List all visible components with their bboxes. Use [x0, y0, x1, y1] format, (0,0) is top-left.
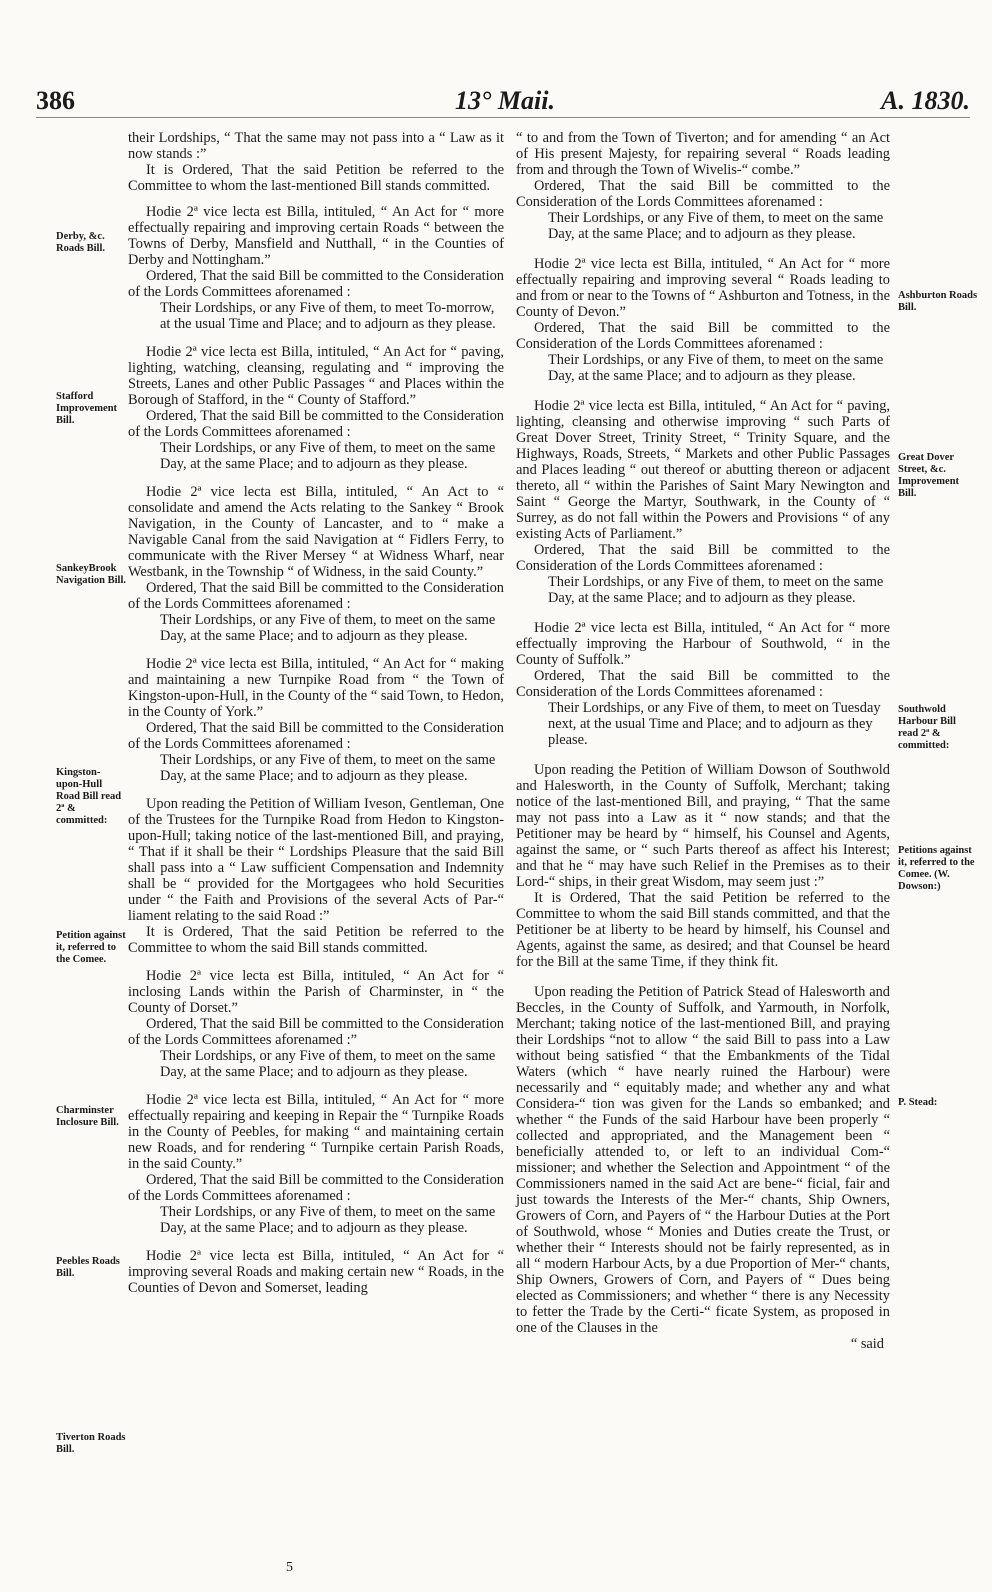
margin-note: Stafford Improvement Bill. [56, 391, 118, 426]
entry-text: It is Ordered, That the said Petition be referred to the Committee to whom the said Bill stands committed. [128, 924, 504, 956]
entry-text: Ordered, That the said Bill be committed to the Consideration of the Lords Committees aforenamed : [128, 580, 504, 612]
entry-text: Their Lordships, or any Five of them, to meet To-morrow, at the usual Time and Place; and to adjourn as they please. [160, 300, 496, 332]
entry-text: It is Ordered, That the said Petition be referred to the Committee to whom the last-mentioned Bill stands committed. [128, 162, 504, 194]
entry-text: Ordered, That the said Bill be committed to the Consideration of the Lords Committees aforenamed :” [128, 1016, 504, 1048]
entry-text: Hodie 2ª vice lecta est Billa, intituled, “ An Act for “ more effectually repairing and improving several “ Roads leading to and from or near to the Towns of “ Ashburton and Totness, in the County of Devon.” [516, 256, 890, 320]
entry-text: Ordered, That the said Bill be committed to the Consideration of the Lords Committees aforenamed : [128, 268, 504, 300]
page-year: A. 1830. [881, 86, 970, 115]
entry-text: “ to and from the Town of Tiverton; and for amending “ an Act of His present Majesty, for repairing several “ Roads leading from and through the Town of Wivelis-“ combe.” [516, 130, 890, 178]
entry-text: Ordered, That the said Bill be committed to the Consideration of the Lords Committees aforenamed : [128, 1172, 504, 1204]
entry-text: their Lordships, “ That the same may not pass into a “ Law as it now stands :” [128, 130, 504, 162]
entry-text: Hodie 2ª vice lecta est Billa, intituled, “ An Act for “ paving, lighting, watching, cleansing, regulating and “ improving the Streets, Lanes and other Public Passages “ and Places within the Borough of Stafford, in the “ County of Stafford.” [128, 344, 504, 408]
entry-text: Ordered, That the said Bill be committed to the Consideration of the Lords Committees aforenamed : [516, 542, 890, 574]
page-number: 386 [36, 86, 75, 115]
entry-text: Their Lordships, or any Five of them, to meet on the same Day, at the same Place; and to adjourn as they please. [160, 612, 496, 644]
margin-note: SankeyBrook Navigation Bill. [56, 563, 127, 586]
entry-text: Their Lordships, or any Five of them, to meet on the same Day, at the same Place; and to adjourn as they please. [160, 752, 496, 784]
entry-text: Their Lordships, or any Five of them, to meet on the same Day, at the same Place; and to adjourn as they please. [548, 574, 884, 606]
page-date: 13° Maii. [455, 86, 555, 115]
entry-text: Ordered, That the said Bill be committed to the Consideration of the Lords Committees aforenamed : [516, 320, 890, 352]
entry-text: Their Lordships, or any Five of them, to meet on the same Day, at the same Place; and to adjourn as they please. [160, 1204, 496, 1236]
entry-peebles-bill [128, 1092, 504, 1236]
entry-text: Hodie 2ª vice lecta est Billa, intituled, “ An Act for “ more effectually repairing and improving certain Roads “ between the Towns of Derby, Mansfield and Nutthall, “ in the Counties of Derby and Nottingham.” [128, 204, 504, 268]
entry-text: Their Lordships, or any Five of them, to meet on the same Day, at the same Place; and to adjourn as they please. [160, 1048, 496, 1080]
entry-text: Hodie 2ª vice lecta est Billa, intituled, “ An Act for “ making and maintaining a new Turnpike Road from “ the Town of Kingston-upon-Hull, in the County of the “ said Town, to Hedon, in the County of York.” [128, 656, 504, 720]
entry-sankey-bill [128, 484, 504, 644]
entry-tiverton-bill [128, 1248, 504, 1296]
margin-note: Ashburton Roads Bill. [898, 290, 978, 313]
entry-continuation [128, 130, 504, 194]
margin-note: Tiverton Roads Bill. [56, 1432, 126, 1455]
entry-stafford-bill [128, 344, 504, 472]
right-column [516, 130, 890, 1360]
entry-southwold-bill [516, 620, 890, 748]
entry-stead-petition [516, 984, 890, 1352]
entry-text: Their Lordships, or any Five of them, to meet on the same Day, at the same Place; and to adjourn as they please. [548, 352, 884, 384]
entry-great-dover-bill [516, 398, 890, 606]
margin-note: Charminster Inclosure Bill. [56, 1105, 119, 1128]
header-rule [36, 117, 970, 118]
entry-iveson-petition [128, 796, 504, 956]
entry-text: Hodie 2ª vice lecta est Billa, intituled, “ An Act to “ consolidate and amend the Acts relating to the Sankey “ Brook Navigation, in the County of Lancaster, and to “ make a Navigable Canal from the said Navigation at “ Fidlers Ferry, to communicate with the River Mersey “ at Widness Wharf, near Westbank, in the Township “ of Widness, in the said County.” [128, 484, 504, 580]
entry-ashburton-bill [516, 256, 890, 384]
entry-text: It is Ordered, That the said Petition be referred to the Committee to whom the said Bill stands committed, and that the Petitioner be at liberty to be heard by himself, his Counsel and Agents, against the same, as desired; and that Counsel be heard for the Bill at the same Time, if they think fit. [516, 890, 890, 970]
margin-note: Peebles Roads Bill. [56, 1256, 120, 1279]
entry-dowson-petition [516, 762, 890, 970]
entry-text: Their Lordships, or any Five of them, to meet on Tuesday next, at the usual Time and Place; and to adjourn as they please. [548, 700, 881, 748]
entry-charminster-bill [128, 968, 504, 1080]
entry-tiverton-continued [516, 130, 890, 242]
entry-text: Ordered, That the said Bill be committed to the Consideration of the Lords Committees aforenamed : [516, 178, 890, 210]
entry-text: Hodie 2ª vice lecta est Billa, intituled, “ An Act for “ more effectually improving the Harbour of Southwold, “ in the County of Suffolk.” [516, 620, 890, 668]
margin-note: Great Dover Street, &c. Improvement Bill. [898, 452, 960, 499]
margin-note: Southwold Harbour Bill read 2ª & committed: [898, 704, 956, 751]
left-column [128, 130, 504, 1304]
entry-text: Ordered, That the said Bill be committed to the Consideration of the Lords Committees aforenamed : [516, 668, 890, 700]
margin-note: Kingston-upon-Hull Road Bill read 2ª & committed: [56, 767, 122, 826]
entry-text: Their Lordships, or any Five of them, to meet on the same Day, at the same Place; and to adjourn as they please. [548, 210, 884, 242]
entry-text: Upon reading the Petition of William Dowson of Southwold and Halesworth, in the County of Suffolk, Merchant; taking notice of the last-mentioned Bill, and praying, “ That the same may not pass into a Law as it “ now stands; and that the Petitioner may be heard by “ himself, his Counsel and Agents, against the same, or “ such Parts thereof as affect his Interest; and that he “ may have such Relief in the Premises as to their Lord-“ ships, in their great Wisdom, may seem just :” [516, 762, 890, 890]
entry-text: Their Lordships, or any Five of them, to meet on the same Day, at the same Place; and to adjourn as they please. [160, 440, 496, 472]
catchword: “ said [850, 1336, 884, 1352]
entry-kingston-bill [128, 656, 504, 784]
entry-text: Ordered, That the said Bill be committed to the Consideration of the Lords Committees aforenamed : [128, 720, 504, 752]
entry-text: Hodie 2ª vice lecta est Billa, intituled, “ An Act for “ paving, lighting, cleansing and otherwise improving “ such Parts of Great Dover Street, Trinity Street, “ Trinity Square, and the Highways, Roads, Streets, “ Markets and other Public Passages and Places leading “ out thereof or abutting thereon or adjacent thereto, all “ within the Parishes of Saint Mary Newington and Saint “ George the Martyr, Southwark, in the County of “ Surrey, as do not fall within the Powers and Provisions “ of any existing Acts of Parliament.” [516, 398, 890, 542]
entry-text: Hodie 2ª vice lecta est Billa, intituled, “ An Act for “ improving several Roads and making certain new “ Roads, in the Counties of Devon and Somerset, leading [128, 1248, 504, 1296]
entry-text: Upon reading the Petition of Patrick Stead of Halesworth and Beccles, in the County of Suffolk, and Yarmouth, in Norfolk, Merchant; taking notice of the last-mentioned Bill, and praying their Lordships “not to allow “ the said Bill to pass into a Law without being satisfied “ that the Embankments of the Tidal Waters (which “ have nearly ruined the Harbour) were necessarily and “ equitably made; and whether any and what Considera-“ tion was given for the Lands so embanked; and whether “ the Funds of the said Harbour have been properly “ collected and appropriated, and the Management been “ beneficially attended to, or left to an individual Com-“ missioner; and whether the Selection and Appointment “ of the Commissioners named in the said Act are bene-“ ficial, fair and just towards the Interests of the Mer-“ chants, Ship Owners, Growers of Corn, and Payers of “ the Harbour Duties at the Port of Southwold, whose “ Monies and Duties create the Trust, or whether their “ Interests should not be fairly represented, as in all “ modern Harbour Acts, by a due Proportion of Mer-“ chants, Ship Owners, Growers of Corn, and Payers of “ Dues being elected as Commissioners; and whether “ there is any Necessity to fetter the Trade by the Certi-“ ficate System, as proposed in one of the Clauses in the [516, 984, 890, 1336]
margin-note: Petitions against it, referred to the Comee. (W. Dowson:) [898, 845, 975, 892]
entry-derby-bill [128, 204, 504, 332]
margin-note: P. Stead: [898, 1097, 938, 1108]
signature-mark: 5 [286, 1560, 293, 1575]
entry-text: Upon reading the Petition of William Iveson, Gentleman, One of the Trustees for the Turnpike Road from Hedon to Kingston-upon-Hull; taking notice of the last-mentioned Bill, and praying, “ That if it shall be their “ Lordships Pleasure that the said Bill shall pass into a “ Law sufficient Compensation and Indemnity shall be “ provided for the Mortgagees who hold Securities under “ the Faith and Provisions of the several Acts of Par-“ liament relating to the said Road :” [128, 796, 504, 924]
margin-note: Petition against it, referred to the Comee. [56, 930, 126, 965]
entry-text: Hodie 2ª vice lecta est Billa, intituled, “ An Act for “ more effectually repairing and keeping in Repair the “ Turnpike Roads in the County of Peebles, for making “ and maintaining certain new Roads, and for rendering “ Turnpike certain Parish Roads, in the said County.” [128, 1092, 504, 1172]
margin-note: Derby, &c. Roads Bill. [56, 231, 106, 254]
entry-text: Hodie 2ª vice lecta est Billa, intituled, “ An Act for “ inclosing Lands within the Parish of Charminster, in “ the County of Dorset.” [128, 968, 504, 1016]
entry-text: Ordered, That the said Bill be committed to the Consideration of the Lords Committees aforenamed : [128, 408, 504, 440]
